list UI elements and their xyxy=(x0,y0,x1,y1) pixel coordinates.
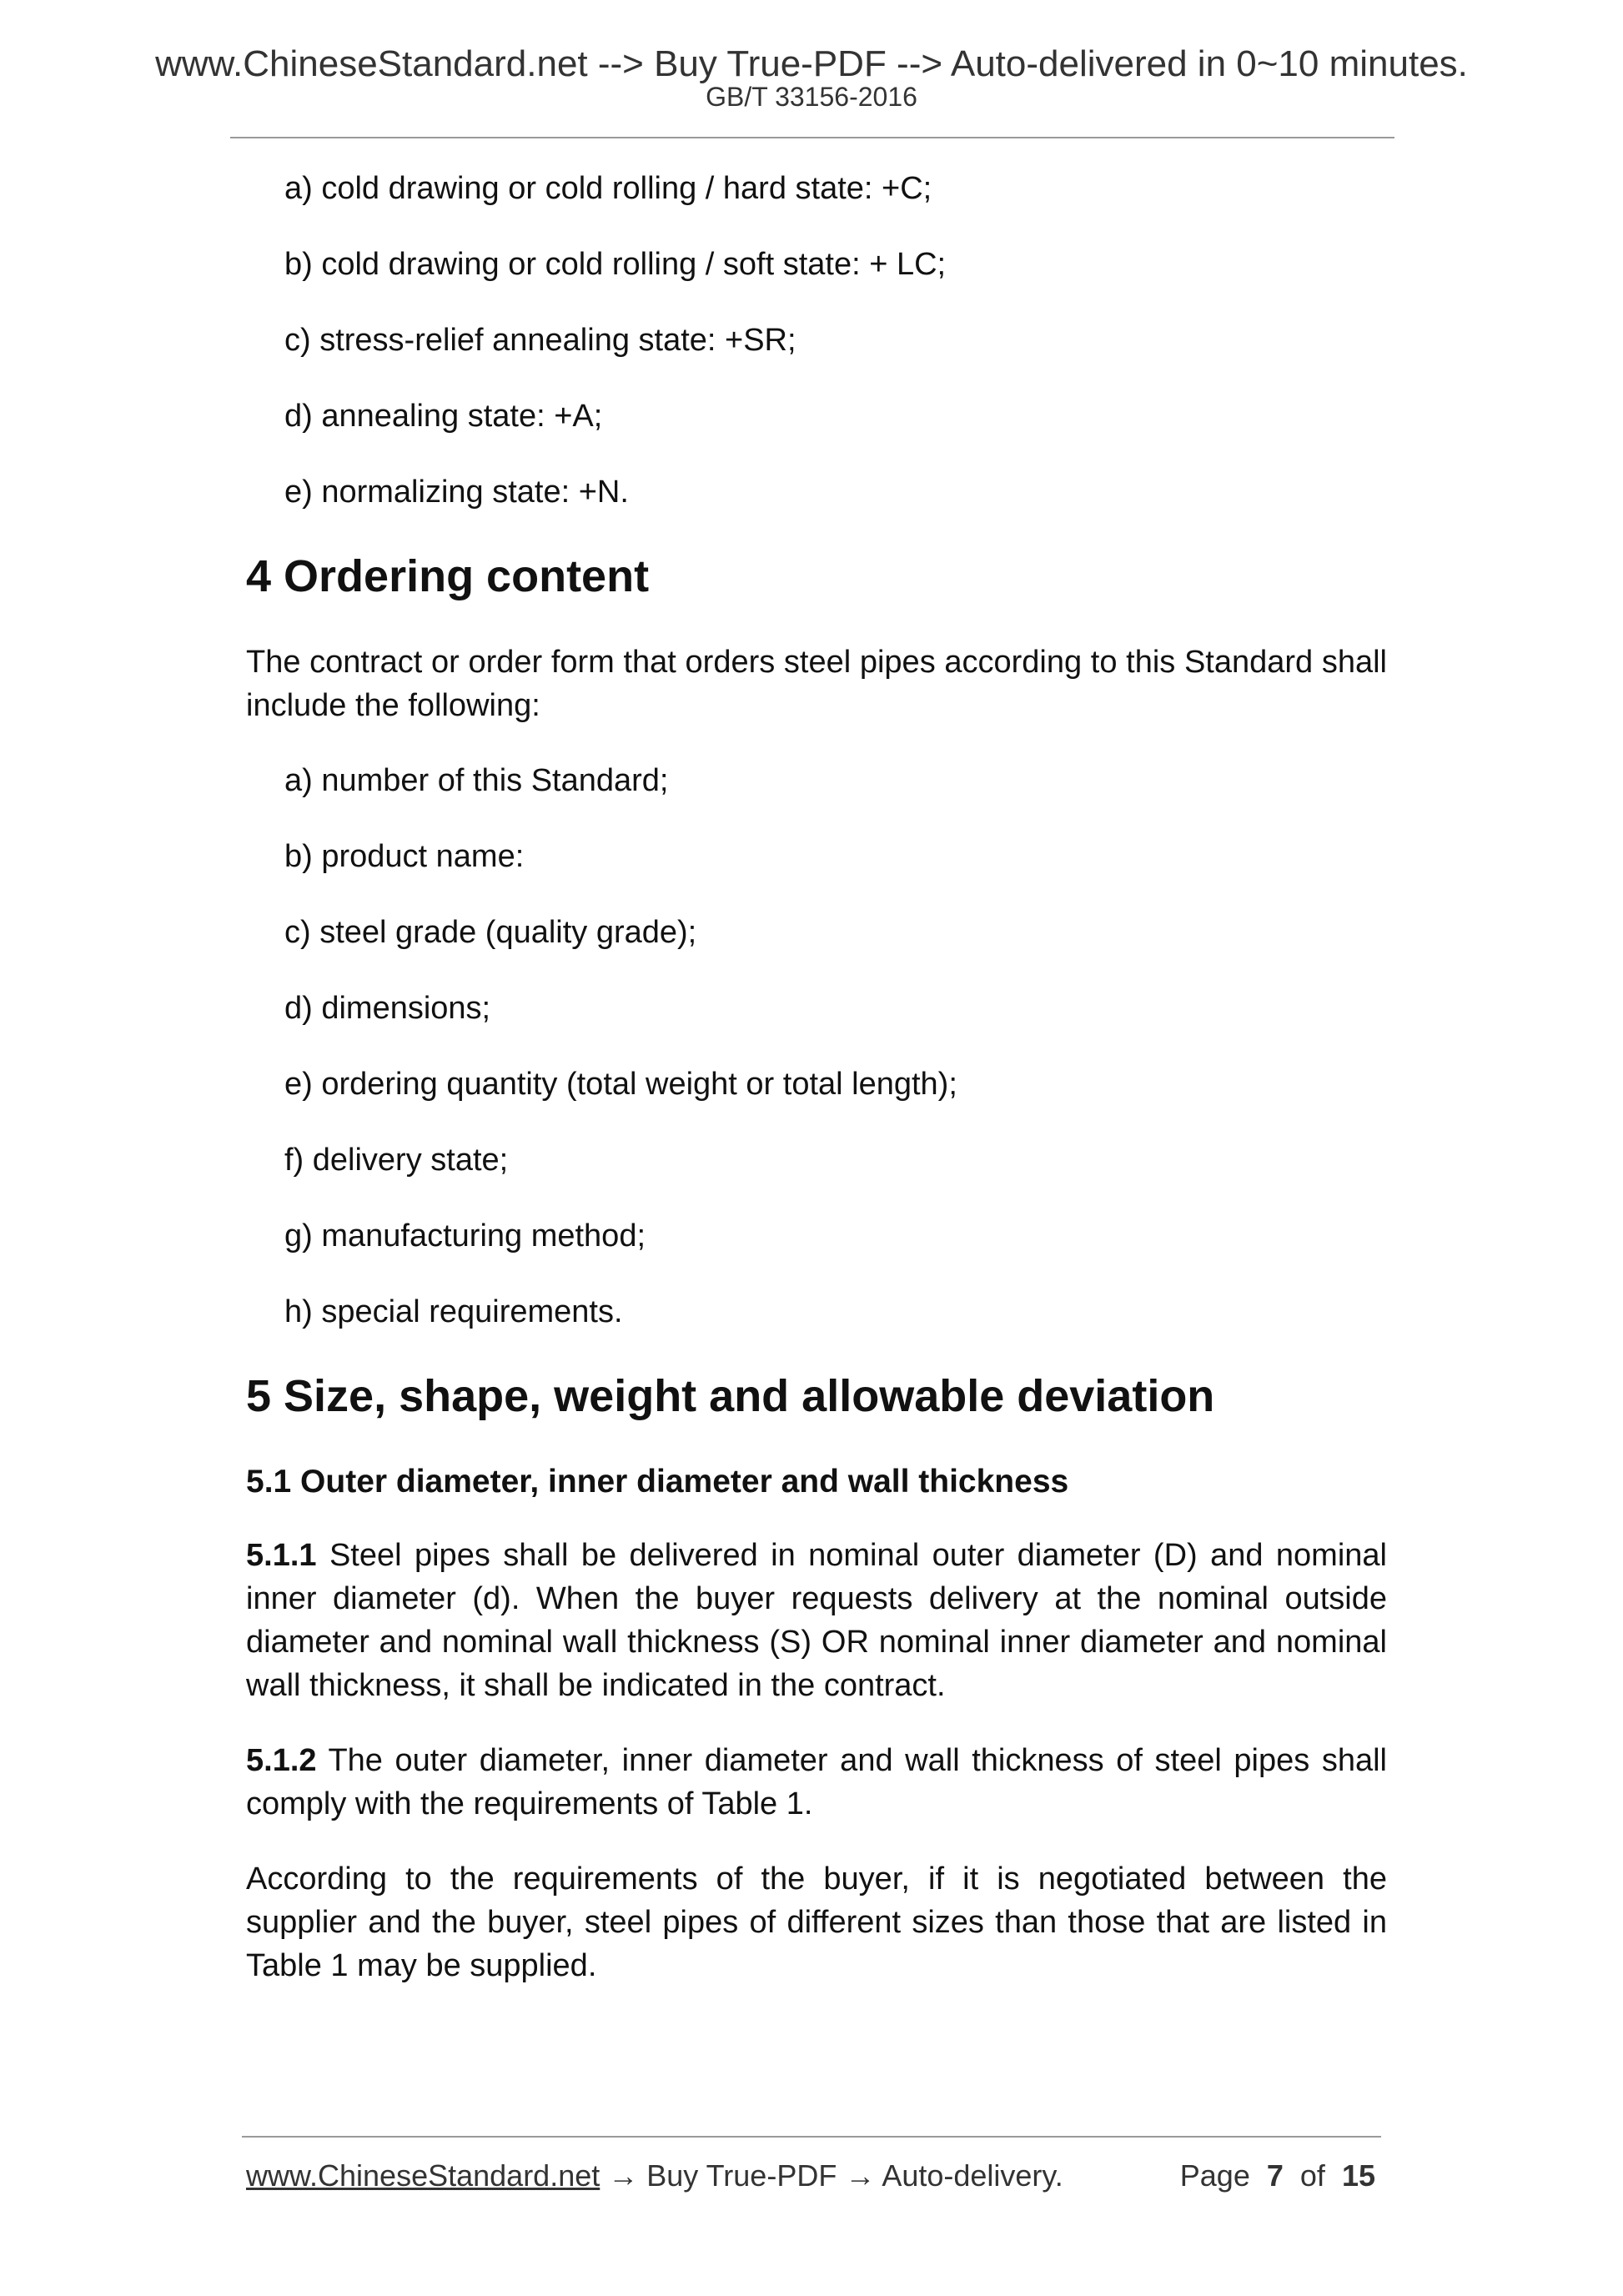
ordering-intro: The contract or order form that orders steel pipes according to this Standard shall include the following: xyxy=(246,645,1387,723)
page-number: 7 xyxy=(1266,2158,1284,2193)
document-id: GB/T 33156-2016 xyxy=(706,82,917,112)
section-heading-ordering: 4 Ordering content xyxy=(246,551,650,601)
page-word: Page xyxy=(1179,2158,1250,2193)
clause-number: 5.1.1 xyxy=(246,1538,317,1573)
list-item: a) number of this Standard; xyxy=(284,763,669,798)
list-item: c) stress-relief annealing state: +SR; xyxy=(284,323,796,358)
list-item: c) steel grade (quality grade); xyxy=(284,915,697,950)
list-item: f) delivery state; xyxy=(284,1143,509,1178)
page-content xyxy=(246,167,1387,2019)
list-item: e) ordering quantity (total weight or total length); xyxy=(284,1067,957,1102)
list-item: d) annealing state: +A; xyxy=(284,399,603,434)
footer-divider xyxy=(242,2136,1381,2138)
clause-text: The outer diameter, inner diameter and wall thickness of steel pipes shall comply with the requirements of Table 1. xyxy=(246,1743,1387,1821)
page-total: 15 xyxy=(1341,2158,1375,2193)
clause-note: According to the requirements of the buyer, if it is negotiated between the supplier and the buyer, steel pipes of different sizes than those that are listed in Table 1 may be supplied. xyxy=(246,1861,1387,1983)
site-banner: www.ChineseStandard.net --> Buy True-PDF --> Auto-delivered in 0~10 minutes. xyxy=(155,43,1468,84)
header-divider xyxy=(230,137,1394,138)
list-item: g) manufacturing method; xyxy=(284,1218,646,1254)
list-item: b) product name: xyxy=(284,839,525,874)
footer-left xyxy=(246,2158,1063,2193)
list-item: d) dimensions; xyxy=(284,991,491,1026)
footer-tagline: → Buy True-PDF → Auto-delivery. xyxy=(600,2158,1063,2193)
list-item: h) special requirements. xyxy=(284,1294,623,1329)
list-item: b) cold drawing or cold rolling / soft state: + LC; xyxy=(284,247,947,282)
subsection-heading-diameter: 5.1 Outer diameter, inner diameter and wall thickness xyxy=(246,1464,1069,1500)
clause-text: Steel pipes shall be delivered in nominal outer diameter (D) and nominal inner diameter (d). When the buyer requests delivery at the nominal outside diameter and nominal wall thickness (S) OR nominal inner diameter and nominal wall thickness, it shall be indicated in the contract. xyxy=(246,1538,1387,1703)
of-word: of xyxy=(1299,2158,1325,2193)
page-footer xyxy=(246,2158,1375,2193)
footer-site-link[interactable]: www.ChineseStandard.net xyxy=(246,2158,600,2193)
section-heading-size: 5 Size, shape, weight and allowable deviation xyxy=(246,1371,1215,1421)
page-indicator xyxy=(1180,2158,1375,2193)
list-item: e) normalizing state: +N. xyxy=(284,475,629,510)
clause-number: 5.1.2 xyxy=(246,1743,317,1778)
clause-5-1-2 xyxy=(246,1739,1387,1826)
clause-5-1-1 xyxy=(246,1534,1387,1707)
list-item: a) cold drawing or cold rolling / hard state: +C; xyxy=(284,171,932,206)
